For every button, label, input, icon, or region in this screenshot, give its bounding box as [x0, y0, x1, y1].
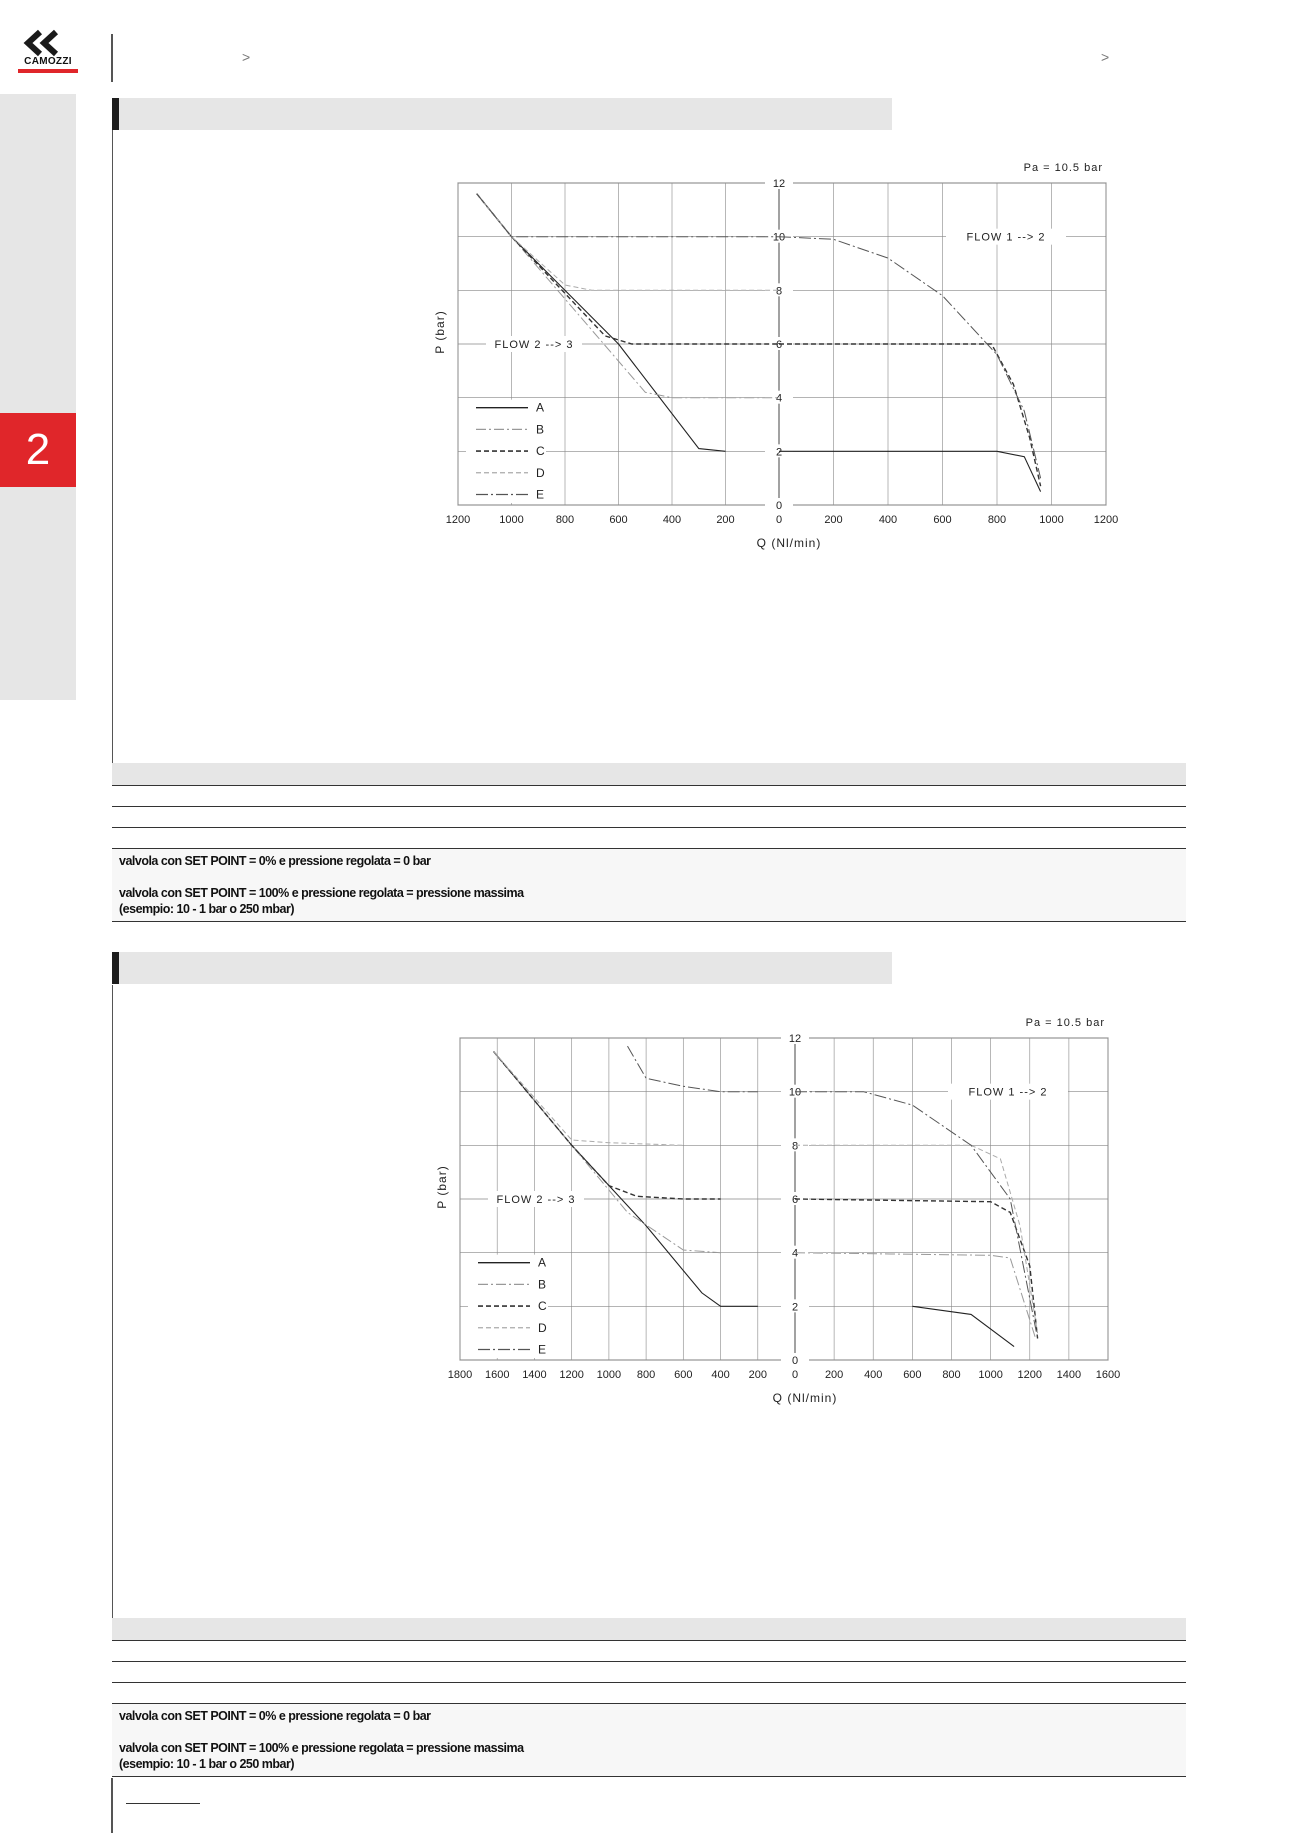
header-divider — [111, 34, 113, 82]
table-header — [112, 1618, 1186, 1640]
breadcrumb-arrow-left[interactable]: > — [242, 49, 251, 65]
x-tick-label: 1400 — [522, 1369, 547, 1381]
note-example: (esempio: 10 - 1 bar o 250 mbar) — [119, 902, 295, 916]
note-setpoint-0: valvola con SET POINT = 0% e pressione regolata = 0 bar — [119, 1709, 431, 1723]
y-tick-label: 2 — [775, 446, 783, 459]
flow-1-2-label: FLOW 1 --> 2 — [968, 1086, 1048, 1099]
x-tick-label: 1000 — [499, 514, 524, 526]
series-line-e — [477, 194, 779, 237]
x-tick-label: 1000 — [1039, 514, 1064, 526]
flow-2-3-label: FLOW 2 --> 3 — [494, 339, 574, 351]
x-tick-label: 400 — [711, 1369, 730, 1381]
content-divider — [112, 130, 113, 770]
note-setpoint-0: valvola con SET POINT = 0% e pressione regolata = 0 bar — [119, 854, 431, 868]
flow-chart-1 — [430, 155, 1130, 565]
data-table-2 — [112, 1618, 1186, 1777]
series-line-e — [628, 1046, 758, 1092]
x-tick-label: 400 — [878, 514, 898, 526]
series-line-e — [779, 237, 1041, 479]
legend-label-a: A — [538, 1255, 547, 1270]
table-row — [112, 827, 1186, 848]
pa-label: Pa = 10.5 bar — [1025, 1017, 1105, 1029]
x-tick-label: 200 — [824, 514, 843, 526]
x-tick-label: 800 — [555, 514, 575, 526]
content-divider — [112, 985, 113, 1625]
y-tick-label: 10 — [788, 1086, 802, 1099]
x-tick-label: 1400 — [1056, 1369, 1082, 1381]
logo-text: CAMOZZI — [24, 56, 72, 67]
section-title-bar — [112, 952, 892, 984]
legend-label-e: E — [538, 1342, 547, 1357]
legend-label-c: C — [536, 444, 545, 459]
chapter-tab[interactable]: 2 — [0, 413, 76, 487]
table-row — [112, 785, 1186, 806]
legend-label-a: A — [536, 400, 545, 415]
x-axis-title: Q (Nl/min) — [772, 1391, 838, 1405]
x-tick-label: 1000 — [978, 1369, 1003, 1381]
legend-label-e: E — [536, 487, 545, 502]
series-line-c — [795, 1199, 1038, 1339]
x-tick-label: 1600 — [484, 1369, 510, 1381]
sidebar-strip — [0, 94, 76, 700]
table-notes — [112, 848, 1186, 922]
note-example: (esempio: 10 - 1 bar o 250 mbar) — [119, 1757, 295, 1771]
series-line-d — [477, 194, 779, 291]
y-tick-label: 8 — [775, 285, 783, 298]
x-tick-label: 1200 — [1093, 514, 1119, 526]
x-tick-label: 1000 — [596, 1369, 622, 1381]
y-tick-label: 0 — [791, 1355, 799, 1367]
series-line-d — [494, 1051, 684, 1145]
table-header — [112, 763, 1186, 785]
x-tick-label: 400 — [864, 1369, 883, 1381]
x-tick-label: 600 — [609, 514, 628, 526]
legend-label-b: B — [538, 1277, 547, 1292]
y-tick-label: 6 — [791, 1194, 799, 1206]
y-tick-label: 0 — [775, 500, 783, 512]
x-tick-label: 0 — [791, 1369, 799, 1381]
y-tick-label: 12 — [772, 178, 786, 190]
breadcrumb-arrow-right[interactable]: > — [1101, 49, 1110, 65]
x-tick-label: 1200 — [445, 514, 471, 526]
y-tick-label: 2 — [791, 1301, 799, 1314]
x-tick-label: 1800 — [447, 1369, 473, 1381]
y-axis-title: P (bar) — [433, 310, 447, 354]
x-tick-label: 800 — [987, 514, 1007, 526]
x-tick-label: 0 — [775, 514, 783, 526]
y-tick-label: 6 — [775, 339, 783, 351]
table-row — [112, 1661, 1186, 1682]
x-tick-label: 1200 — [1017, 1369, 1042, 1381]
series-line-c — [779, 344, 1041, 486]
x-tick-label: 400 — [662, 514, 682, 526]
table-row — [112, 806, 1186, 827]
table-row — [112, 1640, 1186, 1661]
x-tick-label: 600 — [674, 1369, 693, 1381]
y-axis-title: P (bar) — [435, 1165, 449, 1209]
section-title-bar — [112, 98, 892, 130]
x-tick-label: 200 — [748, 1369, 767, 1381]
series-line-c — [477, 194, 779, 344]
note-setpoint-100: valvola con SET POINT = 100% e pressione regolata = pressione massima — [119, 886, 524, 900]
table-row — [112, 1682, 1186, 1703]
pa-label: Pa = 10.5 bar — [1023, 162, 1103, 174]
legend-label-d: D — [538, 1320, 547, 1335]
series-line-c — [494, 1051, 721, 1199]
flow-2-3-label: FLOW 2 --> 3 — [496, 1194, 576, 1206]
legend-label-c: C — [538, 1299, 547, 1314]
legend-label-b: B — [536, 422, 545, 437]
y-tick-label: 4 — [775, 392, 783, 405]
x-tick-label: 1200 — [559, 1369, 584, 1381]
series-line-b — [477, 194, 779, 398]
series-line-a — [779, 451, 1041, 491]
note-setpoint-100: valvola con SET POINT = 100% e pressione regolata = pressione massima — [119, 1741, 524, 1755]
flow-chart-2 — [430, 1010, 1140, 1420]
series-line-e — [795, 1092, 1038, 1339]
flow-1-2-label: FLOW 1 --> 2 — [966, 231, 1046, 244]
series-line-b — [494, 1051, 721, 1252]
x-tick-label: 600 — [933, 514, 952, 526]
x-tick-label: 200 — [824, 1369, 844, 1381]
y-tick-label: 4 — [791, 1247, 799, 1260]
x-tick-label: 800 — [942, 1369, 961, 1381]
table-notes — [112, 1703, 1186, 1777]
y-tick-label: 12 — [788, 1033, 802, 1045]
section-marker — [112, 98, 119, 130]
series-line-d — [795, 1145, 1038, 1333]
y-tick-label: 8 — [791, 1140, 799, 1153]
data-table-1 — [112, 763, 1186, 922]
series-line-b — [795, 1253, 1036, 1339]
x-tick-label: 600 — [903, 1369, 922, 1381]
section-marker — [112, 952, 119, 984]
footer-line — [126, 1803, 200, 1804]
logo-accent-bar — [18, 69, 78, 73]
x-tick-label: 200 — [716, 514, 735, 526]
series-line-a — [912, 1306, 1014, 1346]
x-axis-title: Q (Nl/min) — [756, 536, 822, 550]
footer-divider — [111, 1778, 113, 1833]
x-tick-label: 1600 — [1095, 1369, 1121, 1381]
legend-label-d: D — [536, 465, 545, 480]
y-tick-label: 10 — [772, 231, 786, 244]
x-tick-label: 800 — [636, 1369, 656, 1381]
